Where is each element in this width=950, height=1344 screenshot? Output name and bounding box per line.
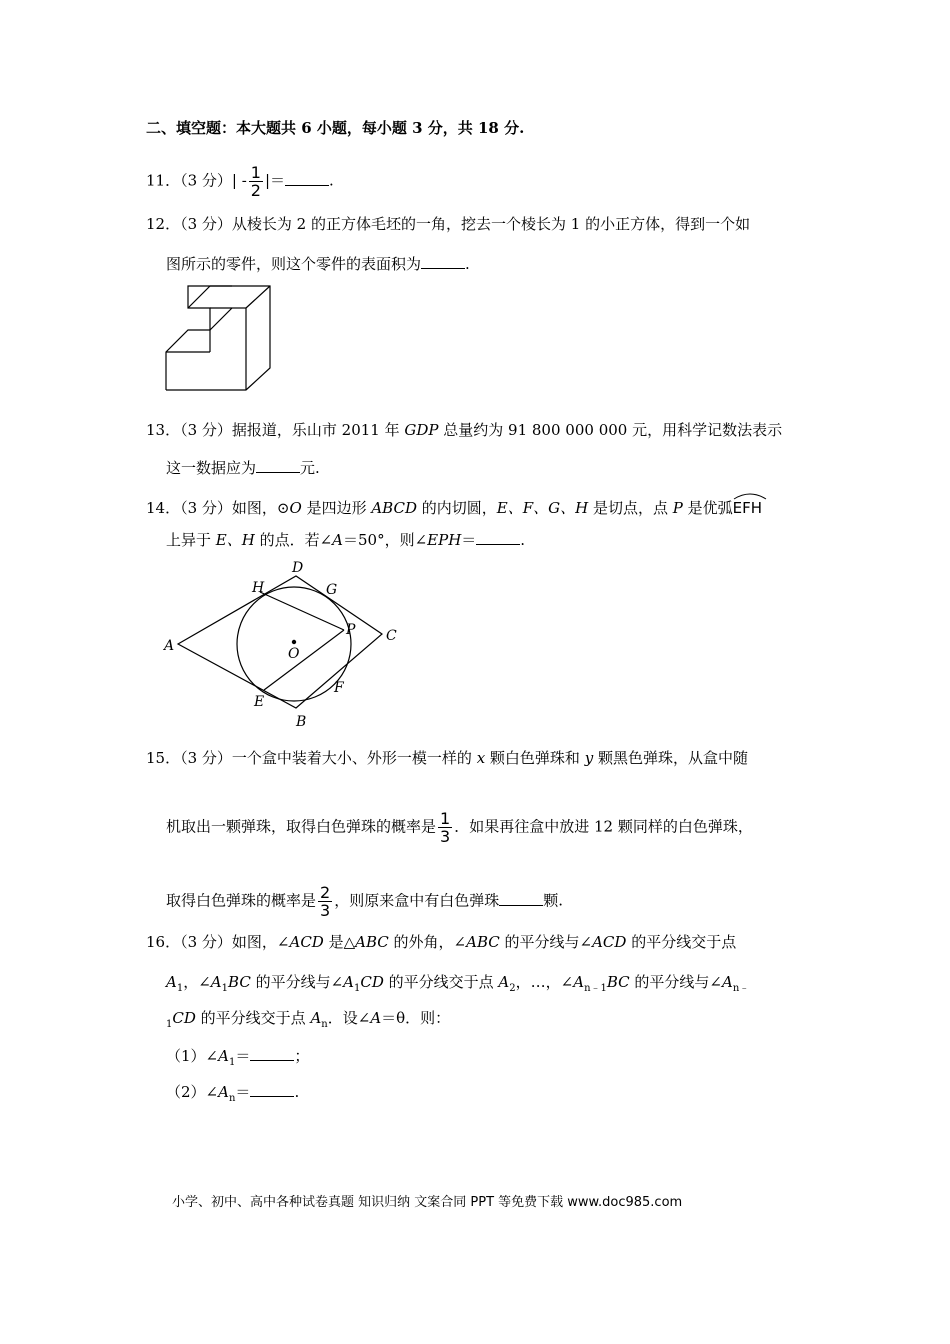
q14-points: E、F、G、H <box>496 499 589 517</box>
q16-A2-sub: 2 <box>509 983 516 994</box>
label-O: O <box>288 646 300 662</box>
q16-line-1 <box>146 932 736 952</box>
q16-t1b: 是△ <box>323 933 356 951</box>
q16-An-sub: n <box>321 1019 328 1030</box>
q14-text-1c: 的内切圆， <box>416 499 497 517</box>
answer-blank-12[interactable] <box>421 254 465 269</box>
label-H: H <box>252 580 265 596</box>
q16-An1-sub: n﹣1 <box>584 983 607 994</box>
q14-EH: E、H <box>215 531 255 549</box>
q16-p2: （2）∠ <box>166 1083 219 1101</box>
q12-text-1: 从棱长为 2 的正方体毛坯的一角，挖去一个棱长为 1 的小正方体，得到一个如 <box>231 215 751 233</box>
q14-text-2a: 上异于 <box>166 531 216 549</box>
q12-end: . <box>465 255 470 273</box>
q16-ABC: ABC <box>355 933 389 951</box>
q16-p2-dot: . <box>294 1083 300 1101</box>
q12-line-1 <box>146 214 750 234</box>
q16-A1: A <box>166 973 177 991</box>
q15-text-3a: 取得白色弹珠的概率是 <box>166 891 317 910</box>
q15-fraction-1 <box>438 810 452 845</box>
q16-t1a: 如图，∠ <box>231 933 290 951</box>
q14-O: O <box>289 499 302 517</box>
q16-t2e: 的平分线交于点 <box>383 973 499 991</box>
q16-An1-2-sub: n﹣ <box>732 983 750 994</box>
q16-t1d: 的平分线与∠ <box>499 933 593 951</box>
q13-end: 元. <box>300 459 320 477</box>
q13-text-2: 这一数据应为 <box>166 459 257 477</box>
footer-text: 小学、初中、高中各种试卷真题 知识归纳 文案合同 PPT 等免费下载 www.doc985.com <box>172 1195 683 1210</box>
q14-number: 14． <box>146 499 181 517</box>
q16-number: 16． <box>146 933 181 951</box>
q16-t3b: 的平分线交于点 <box>195 1009 311 1027</box>
segment-ep <box>264 630 344 690</box>
q16-p2-eq: ＝ <box>235 1083 251 1101</box>
q16-ACD-2: ACD <box>592 933 627 951</box>
q14-text-1b: 是四边形 <box>301 499 372 517</box>
q15-text-3b: ，则原来盒中有白色弹珠 <box>334 891 500 910</box>
q14-line-2 <box>166 530 525 550</box>
q14-P: P <box>672 499 683 517</box>
q16-p2-sub: n <box>228 1093 236 1104</box>
q14-A: A <box>332 531 343 549</box>
center-point-o <box>292 640 296 644</box>
q16-A1BC-sub: 1 <box>221 983 229 994</box>
q15-text-2b: ．如果再往盒中放进 12 颗同样的白色弹珠， <box>454 817 753 836</box>
q16-t3c: ．设∠ <box>327 1009 371 1027</box>
q14-arc-efh <box>733 492 762 518</box>
q15-fraction-2 <box>318 884 332 919</box>
q16-t2c: 的平分线与∠ <box>250 973 344 991</box>
q15-text-1c: 颗黑色弹珠，从盒中随 <box>593 749 748 767</box>
q11-post: |＝ <box>264 171 286 190</box>
q15-text-2a: 机取出一颗弹珠，取得白色弹珠的概率是 <box>166 817 437 836</box>
q11-pre: | - <box>231 171 247 190</box>
q16-An1: A <box>573 973 585 991</box>
q11-fraction-numerator: 1 <box>250 163 261 182</box>
q15-line-2 <box>166 810 753 845</box>
label-G: G <box>326 582 338 598</box>
q12-number: 12． <box>146 215 181 233</box>
label-B: B <box>296 714 307 730</box>
answer-blank-11[interactable] <box>285 171 329 186</box>
q14-text-2b: 的点．若∠ <box>254 531 333 549</box>
q14-text-1e: 是优弧 <box>682 499 733 517</box>
q14-text-2c: ＝50°，则∠ <box>343 531 428 549</box>
q15-f1-numerator: 1 <box>440 809 451 828</box>
q16-CD: CD <box>360 973 384 991</box>
q15-text-1b: 颗白色弹珠和 <box>485 749 585 767</box>
arc-icon <box>733 492 767 500</box>
q15-f1-denominator: 3 <box>440 827 451 846</box>
q14-EPH: EPH <box>427 531 462 549</box>
q14-text-2d: ＝ <box>461 531 477 549</box>
q14-text-1d: 是切点，点 <box>588 499 673 517</box>
q16-An1-2: A <box>722 973 733 991</box>
q16-t3-CD: CD <box>172 1009 196 1027</box>
answer-blank-16-1[interactable] <box>250 1046 294 1061</box>
label-P: P <box>346 622 356 638</box>
q12-score: （3 分） <box>180 215 232 233</box>
q16-t1c: 的外角，∠ <box>388 933 467 951</box>
section-title: 二、填空题：本大题共 6 小题，每小题 3 分，共 18 分. <box>146 119 525 137</box>
q16-t2f: ，…，∠ <box>515 973 574 991</box>
q11-score: （3 分） <box>180 171 232 190</box>
q15-y: y <box>584 749 594 767</box>
q16-part-1 <box>166 1046 309 1073</box>
label-A: A <box>164 638 175 654</box>
q16-part-2 <box>166 1082 299 1109</box>
q13-line-1 <box>146 420 782 440</box>
answer-blank-13[interactable] <box>256 458 300 473</box>
q16-line-3 <box>166 1008 450 1035</box>
label-D: D <box>292 560 304 576</box>
figure-12-cube <box>160 280 280 396</box>
q15-x: x <box>476 749 486 767</box>
label-C: C <box>386 628 397 644</box>
q16-line-2 <box>166 972 749 999</box>
q16-A1CD-sub: 1 <box>353 983 361 994</box>
q11-fraction <box>249 164 263 199</box>
q16-t3d: ＝θ．则： <box>381 1009 451 1027</box>
q16-t3-A: A <box>370 1009 382 1027</box>
q16-score: （3 分） <box>180 933 232 951</box>
q16-A1-sub: 1 <box>176 983 184 994</box>
q12-text-2: 图所示的零件，则这个零件的表面积为 <box>166 255 422 273</box>
q15-text-1a: 一个盒中装着大小、外形一模一样的 <box>231 749 477 767</box>
q16-A1CD-A: A <box>343 973 354 991</box>
q16-p1-A: A <box>218 1047 229 1065</box>
q16-ABC-2: ABC <box>466 933 500 951</box>
q14-line-1 <box>146 492 762 518</box>
q13-text-1b: 总量约为 91 800 000 000 元，用科学记数法表示 <box>438 421 783 439</box>
q14-end: . <box>520 531 526 549</box>
q15-score: （3 分） <box>180 749 232 767</box>
q16-p1-semi: ； <box>294 1047 310 1065</box>
q11-number: 11． <box>146 171 181 190</box>
figure-14-incircle <box>160 556 410 732</box>
q15-f2-numerator: 2 <box>320 883 331 902</box>
q16-p2-A: A <box>218 1083 229 1101</box>
q16-t2g: 的平分线与∠ <box>629 973 722 991</box>
q14-text-1a: 如图，⊙ <box>231 499 290 517</box>
answer-blank-15[interactable] <box>499 891 543 906</box>
q13-text-1a: 据报道，乐山市 2011 年 <box>231 421 405 439</box>
label-F: F <box>334 680 344 696</box>
question-11 <box>146 164 334 199</box>
q15-end: 颗. <box>543 891 563 910</box>
answer-blank-14[interactable] <box>476 530 520 545</box>
q15-f2-denominator: 3 <box>320 901 331 920</box>
q14-arc-label: EFH <box>732 499 762 517</box>
q16-p1-eq: ＝ <box>235 1047 251 1065</box>
q16-ACD: ACD <box>289 933 324 951</box>
q16-t3-sub: 1 <box>166 1019 173 1030</box>
q15-number: 15． <box>146 749 181 767</box>
q13-score: （3 分） <box>180 421 232 439</box>
q13-gdp: GDP <box>404 421 439 439</box>
q14-score: （3 分） <box>180 499 232 517</box>
q16-BC: BC <box>228 973 251 991</box>
q16-An1-BC: BC <box>606 973 630 991</box>
q16-A1BC-A: A <box>210 973 222 991</box>
q16-t2a: ，∠ <box>183 973 211 991</box>
q16-p1: （1）∠ <box>166 1047 219 1065</box>
q13-line-2 <box>166 458 320 478</box>
q15-line-1 <box>146 748 748 768</box>
q16-A2: A <box>498 973 510 991</box>
q11-end: . <box>329 171 334 190</box>
answer-blank-16-2[interactable] <box>250 1082 294 1097</box>
q16-p1-sub: 1 <box>228 1057 236 1068</box>
q14-ABCD: ABCD <box>371 499 417 517</box>
q16-An: A <box>310 1009 322 1027</box>
q15-line-3 <box>166 884 563 919</box>
q12-line-2 <box>166 254 470 274</box>
q11-fraction-denominator: 2 <box>250 181 261 200</box>
q16-t1e: 的平分线交于点 <box>626 933 737 951</box>
q13-number: 13． <box>146 421 181 439</box>
label-E: E <box>254 694 265 710</box>
